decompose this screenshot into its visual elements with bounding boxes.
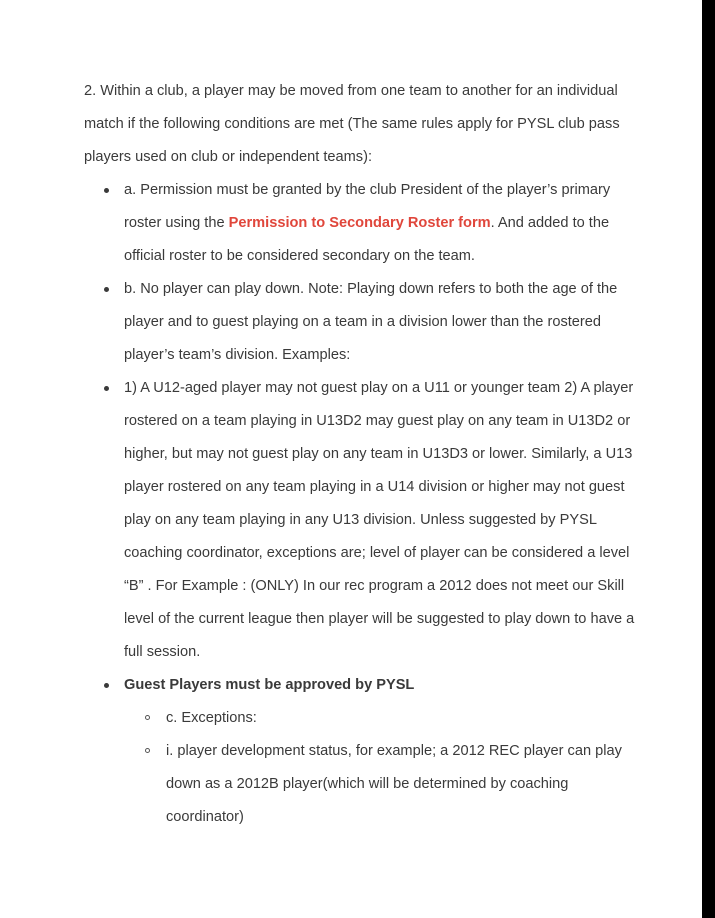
exceptions-sublist (84, 702, 644, 834)
sub-item-c: c. Exceptions: (84, 702, 644, 735)
rules-list (84, 174, 644, 702)
permission-form-link[interactable]: Permission to Secondary Roster form (228, 215, 491, 231)
item-a-text-end: . And added to the official roster to be considered secondary on the team. (124, 215, 610, 264)
list-item-examples: 1) A U12-aged player may not guest play on a U11 or younger team 2) A player rostered on a team playing in U13D2 may guest play on any team in U13D2 or higher, but may not guest play on any team in U13D3 or lower. Similarly, a U13 player rostered on any team playing in a U14 division or higher may not guest play on any team playing in any U13 division. Unless suggested by PYSL coaching coordinator, exceptions are; level of player can be considered a level “B” . For Example : (ONLY) In our rec program a 2012 does not meet our Skill level of the current league then player will be suggested to play down to have a full session. (84, 372, 644, 669)
sub-item-i: i. player development status, for example; a 2012 REC player can play down as a 2012B player(which will be determined by coaching coordinator) (84, 735, 644, 834)
intro-paragraph: 2. Within a club, a player may be moved from one team to another for an individual match if the following conditions are met (The same rules apply for PYSL club pass players used on club or independent teams): (84, 83, 620, 165)
list-item-guest-players: Guest Players must be approved by PYSL (84, 669, 644, 702)
list-item-b: b. No player can play down. Note: Playing down refers to both the age of the player and to guest playing on a team in a division lower than the rostered player’s team’s division. Examples: (84, 273, 644, 372)
item-a-text: a. Permission must be granted by the club President of the player’s primary roster using the (124, 182, 611, 231)
page-edge (702, 0, 715, 918)
list-item-a (84, 174, 644, 273)
document-body (84, 75, 644, 834)
